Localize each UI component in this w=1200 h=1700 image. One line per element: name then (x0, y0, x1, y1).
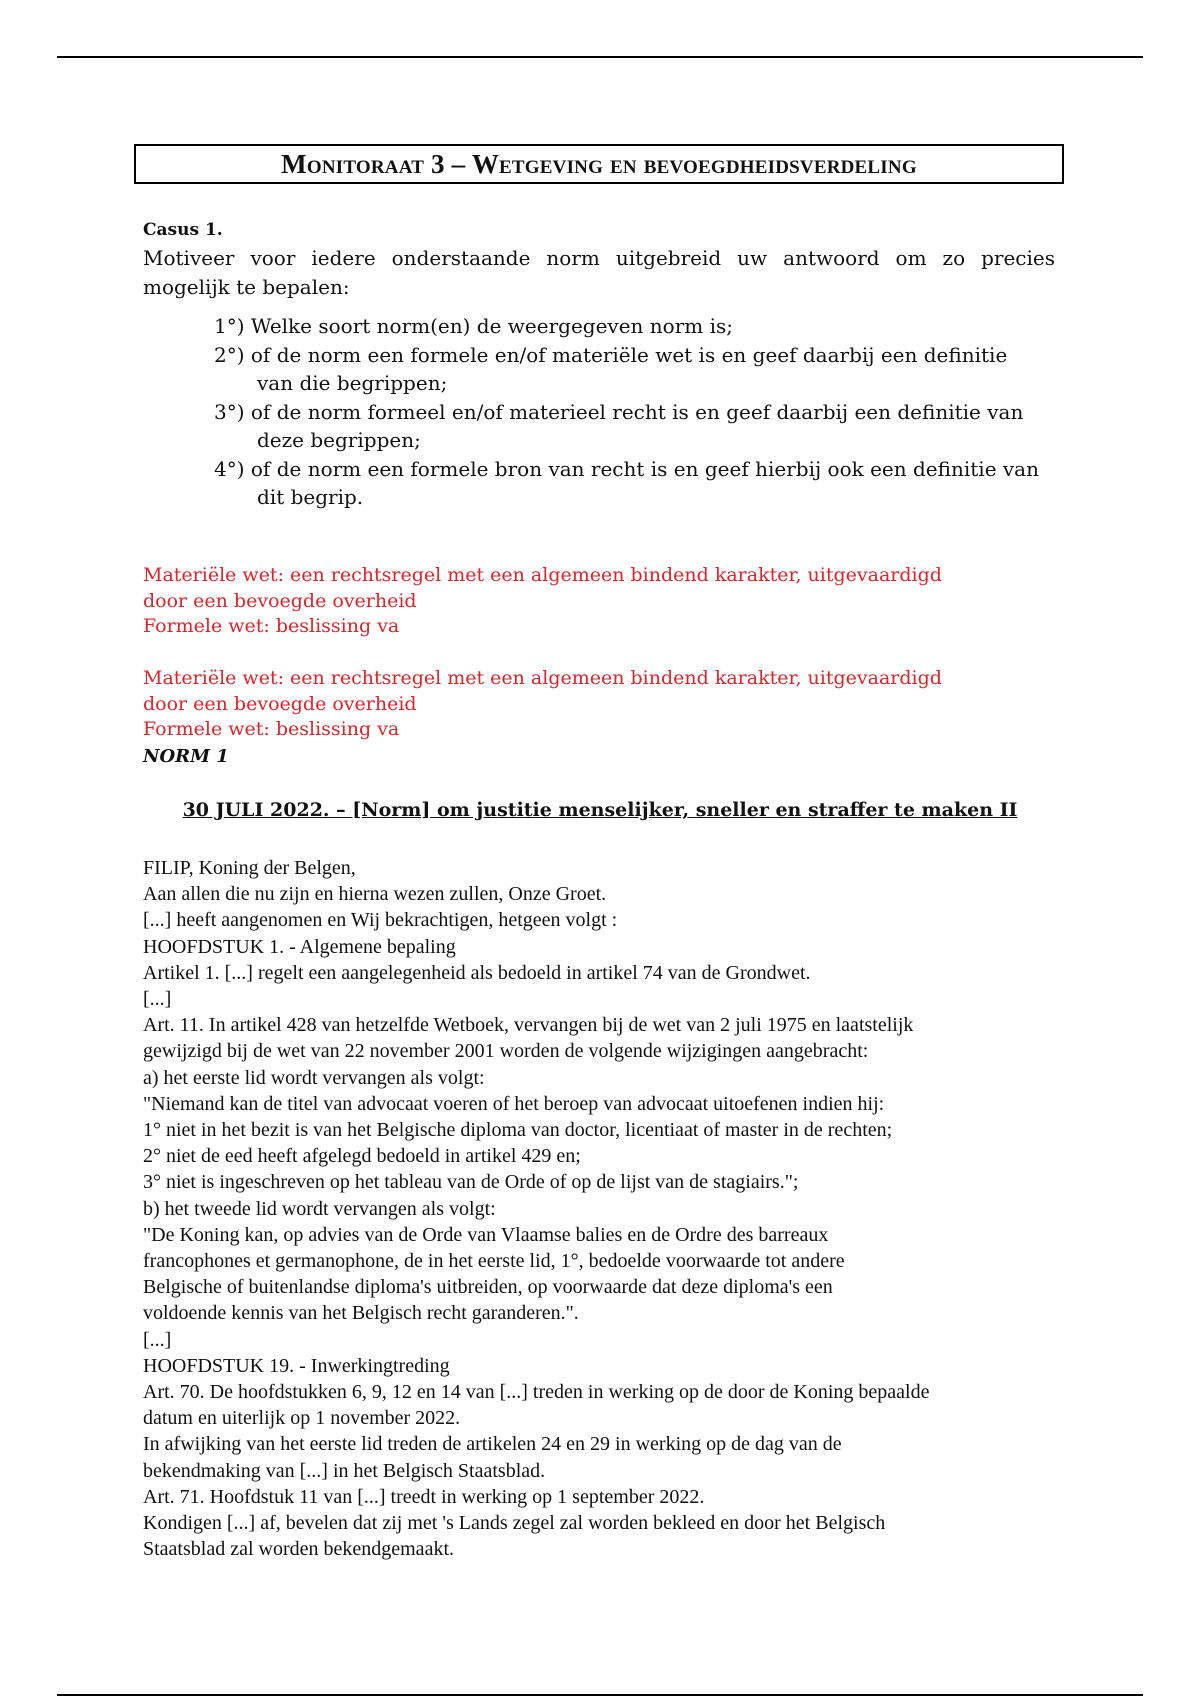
casus-intro (143, 244, 1055, 302)
law-line: [...] (143, 1328, 172, 1351)
law-line: [...] (143, 988, 172, 1011)
question-text-cont: dit begrip. (257, 485, 364, 509)
law-text (143, 855, 1083, 1562)
norm-title: 30 JULI 2022. – [Norm] om justitie menselijker, sneller en straffer te maken II (182, 799, 1018, 821)
law-line: HOOFDSTUK 1. - Algemene bepaling (143, 935, 456, 958)
note-line: door een bevoegde overheid (143, 692, 417, 715)
law-line: 2° niet de eed heeft afgelegd bedoeld in artikel 429 en; (143, 1145, 581, 1168)
law-line: [...] heeft aangenomen en Wij bekrachtigen, hetgeen volgt : (143, 909, 618, 932)
question-item (214, 341, 1055, 397)
question-text-cont: van die begrippen; (257, 371, 448, 395)
law-line: a) het eerste lid wordt vervangen als volgt: (143, 1066, 485, 1089)
question-text-cont: deze begrippen; (257, 428, 421, 452)
law-line: Artikel 1. [...] regelt een aangelegenheid als bedoeld in artikel 74 van de Grondwet. (143, 961, 811, 984)
law-line: francophones et germanophone, de in het eerste lid, 1°, bedoelde voorwaarde tot andere (143, 1250, 845, 1273)
question-number: 3°) (214, 400, 245, 424)
question-text: Welke soort norm(en) de weergegeven norm is; (250, 314, 733, 338)
question-text: of de norm een formele en/of materiële wet is en geef daarbij een definitie (250, 343, 1008, 367)
law-line: Aan allen die nu zijn en hierna wezen zullen, Onze Groet. (143, 883, 607, 906)
note-line: door een bevoegde overheid (143, 589, 417, 612)
law-line: HOOFDSTUK 19. - Inwerkingtreding (143, 1354, 450, 1377)
law-line: Kondigen [...] af, bevelen dat zij met 's Lands zegel zal worden bekleed en door het Belgisch (143, 1512, 886, 1535)
note-line: Formele wet: beslissing va (143, 718, 400, 740)
law-line: 3° niet is ingeschreven op het tableau van de Orde of op de lijst van de stagiairs."; (143, 1171, 799, 1194)
law-line: gewijzigd bij de wet van 22 november 2001 worden de volgende wijzigingen aangebracht: (143, 1040, 869, 1063)
answer-note (143, 563, 942, 640)
casus-heading: Casus 1. (143, 220, 223, 240)
top-rule (57, 56, 1143, 58)
question-text: of de norm formeel en/of materieel recht is en geef daarbij een definitie van (250, 400, 1024, 424)
law-line: "Niemand kan de titel van advocaat voeren of het beroep van advocaat uitoefenen indien hij: (143, 1092, 885, 1115)
note-line: Formele wet: beslissing va (143, 615, 400, 637)
answer-note (143, 666, 942, 743)
question-item (214, 312, 1055, 340)
law-line: In afwijking van het eerste lid treden de artikelen 24 en 29 in werking op de dag van de (143, 1433, 842, 1456)
question-item (214, 455, 1055, 511)
law-line: Staatsblad zal worden bekendgemaakt. (143, 1538, 454, 1561)
law-line: b) het tweede lid wordt vervangen als volgt: (143, 1197, 496, 1220)
question-number: 2°) (214, 343, 245, 367)
question-item (214, 398, 1055, 454)
law-line: Art. 70. De hoofdstukken 6, 9, 12 en 14 van [...] treden in werking op de door de Koning bepaalde (143, 1381, 930, 1404)
note-line: Materiële wet: een rechtsregel met een algemeen bindend karakter, uitgevaardigd (143, 564, 942, 586)
law-line: voldoende kennis van het Belgisch recht garanderen.". (143, 1302, 579, 1325)
law-line: "De Koning kan, op advies van de Orde van Vlaamse balies en de Ordre des barreaux (143, 1223, 829, 1246)
note-line: Materiële wet: een rechtsregel met een algemeen bindend karakter, uitgevaardigd (143, 667, 942, 689)
page-title: Monitoraat 3 – Wetgeving en bevoegdheidsverdeling (134, 144, 1064, 184)
intro-line: mogelijk te bepalen: (143, 275, 350, 299)
law-line: datum en uiterlijk op 1 november 2022. (143, 1407, 461, 1430)
bottom-rule (57, 1694, 1143, 1696)
law-line: Belgische of buitenlandse diploma's uitbreiden, op voorwaarde dat deze diploma's een (143, 1276, 833, 1299)
law-line: 1° niet in het bezit is van het Belgische diploma van doctor, licentiaat of master in de rechten; (143, 1119, 893, 1142)
question-number: 1°) (214, 314, 245, 338)
law-line: FILIP, Koning der Belgen, (143, 857, 356, 879)
law-line: Art. 11. In artikel 428 van hetzelfde Wetboek, vervangen bij de wet van 2 juli 1975 en laatstelijk (143, 1014, 914, 1037)
intro-line: Motiveer voor iedere onderstaande norm uitgebreid uw antwoord om zo precies (143, 246, 1055, 270)
law-line: bekendmaking van [...] in het Belgisch Staatsblad. (143, 1459, 546, 1482)
law-line: Art. 71. Hoofdstuk 11 van [...] treedt in werking op 1 september 2022. (143, 1485, 705, 1508)
question-text: of de norm een formele bron van recht is en geef hierbij ook een definitie van (250, 457, 1039, 481)
question-number: 4°) (214, 457, 245, 481)
norm-label: NORM 1 (143, 746, 229, 767)
